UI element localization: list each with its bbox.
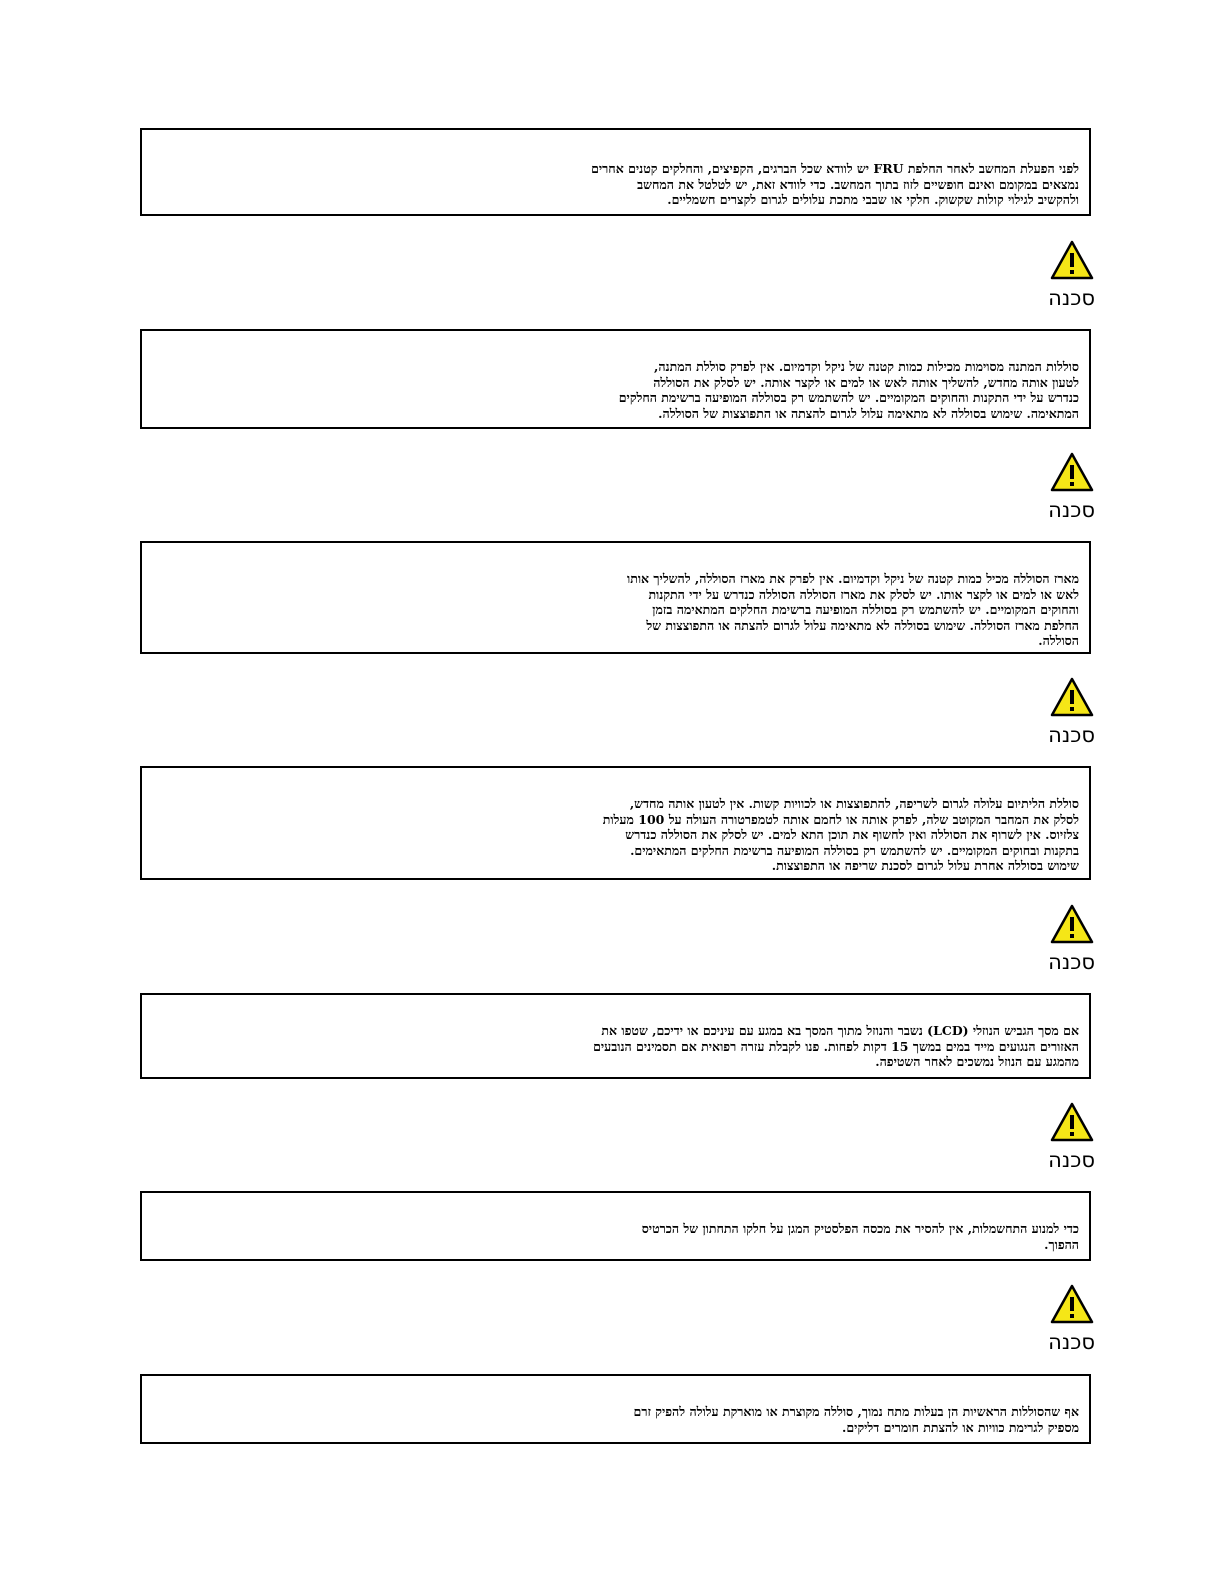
danger-label: סכנה — [1048, 1148, 1095, 1172]
notice-line: לפני הפעלת המחשב לאחר החלפת FRU יש לוודא שכל הברגים, הקפיצים, והחלקים קטנים אחרים — [591, 161, 1079, 176]
warning-triangle-icon — [1050, 1284, 1094, 1324]
notice-line: סוללות המתנה מסוימות מכילות כמות קטנה של ניקל וקדמיום. אין לפרק סוללת המתנה, — [654, 359, 1079, 374]
notice-line: מארז הסוללה מכיל כמות קטנה של ניקל וקדמיום. אין לפרק את מארז הסוללה, להשליך אותו — [627, 571, 1079, 586]
warning-triangle-icon — [1050, 904, 1094, 944]
notice-line: הסוללה. — [1038, 633, 1079, 648]
warning-triangle-icon — [1050, 240, 1094, 280]
notice-text — [634, 1404, 1079, 1435]
danger-label: סכנה — [1048, 723, 1095, 747]
notice-line: נמצאים במקומם ואינם חופשיים לזוז בתוך המחשב. כדי לוודא זאת, יש לטלטל את המחשב — [637, 176, 1079, 192]
danger-label: סכנה — [1048, 950, 1095, 974]
danger-notice-box — [140, 1374, 1091, 1444]
notice-line: מספיק לגרימת כוויות או להצתת חומרים דליקים. — [842, 1419, 1079, 1435]
caution-notice-box — [140, 128, 1091, 216]
notice-text — [627, 571, 1079, 649]
notice-line: כנדרש על ידי התקנות והחוקים המקומיים. יש להשתמש רק בסוללה המופיעה ברשימת החלקים — [618, 390, 1079, 405]
notice-line: והחוקים המקומיים. יש להשתמש רק בסוללה המופיעה ברשימת החלקים המתאימה בזמן — [652, 602, 1079, 617]
danger-heading — [1035, 240, 1095, 310]
notice-line: אם מסך הגביש הנוזלי (LCD) נשבר והנוזל מתוך המסך בא במגע עם עיניכם או ידיכם, שטפו את — [601, 1023, 1079, 1038]
notice-line: צלזיוס. אין לשרוף את הסוללה ואין לחשוף את תוכן התא למים. יש לסלק את הסוללה כנדרש — [625, 827, 1079, 842]
notice-line: אף שהסוללות הראשיות הן בעלות מתח נמוך, סוללה מקוצרת או מוארקת עלולה להפיק זרם — [633, 1404, 1079, 1419]
warning-triangle-icon — [1050, 452, 1094, 492]
warning-triangle-icon — [1050, 677, 1094, 717]
danger-heading — [1035, 452, 1095, 522]
notice-text — [591, 161, 1079, 208]
notice-text — [593, 1023, 1079, 1070]
notice-line: בתקנות ובחוקים המקומיים. יש להשתמש רק בסוללה המופיעה ברשימת החלקים המתאימים. — [630, 842, 1079, 858]
danger-notice-box — [140, 1191, 1091, 1261]
notice-text — [619, 359, 1079, 421]
notice-line: סוללת הליתיום עלולה לגרום לשריפה, להתפוצצות או לכוויות קשות. אין לטעון אותה מחדש, — [629, 796, 1079, 811]
notice-line: המתאימה. שימוש בסוללה לא מתאימה עלול לגרום להצתה או התפוצצות של הסוללה. — [658, 405, 1079, 421]
danger-heading — [1035, 1102, 1095, 1172]
danger-heading — [1035, 904, 1095, 974]
danger-label: סכנה — [1048, 498, 1095, 522]
notice-line: האזורים הנגועים מייד במים במשך 15 דקות לפחות. פנו לקבלת עזרה רפואית אם תסמינים הנובעים — [593, 1038, 1079, 1054]
danger-notice-box — [140, 766, 1091, 880]
notice-line: לטעון אותה מחדש, להשליך אותה לאש או למים או לקצר אותה. יש לסלק את הסוללה — [653, 374, 1079, 390]
notice-line: מהמגע עם הנוזל נמשכים לאחר השטיפה. — [875, 1054, 1079, 1069]
notice-line: לאש או למים או לקצר אותו. יש לסלק את מארז הסוללה הסוללה כנדרש על ידי התקנות — [648, 586, 1079, 602]
notice-line: ולהקשיב לגילוי קולות שקשוק. חלקי או שבבי מתכת עלולים לגרום לקצרים חשמליים. — [667, 192, 1079, 207]
danger-notice-box — [140, 993, 1091, 1079]
danger-notice-box — [140, 329, 1091, 429]
danger-notice-box — [140, 541, 1091, 654]
danger-label: סכנה — [1048, 1330, 1095, 1354]
notice-line: ההפוך. — [1044, 1236, 1079, 1252]
notice-line: החלפת מארז הסוללה. שימוש בסוללה לא מתאימה עלול לגרום להצתה או התפוצצות של — [646, 617, 1079, 633]
danger-label: סכנה — [1048, 286, 1095, 310]
warning-triangle-icon — [1050, 1102, 1094, 1142]
notice-text — [603, 796, 1079, 874]
notice-line: כדי למנוע התחשמלות, אין להסיר את מכסה הפלסטיק המגן על חלקו התחתון של הכרטיס — [641, 1221, 1079, 1236]
notice-line: שימוש בסוללה אחרת עלול לגרום לסכנת שריפה או התפוצצות. — [771, 858, 1079, 873]
notice-text — [642, 1221, 1079, 1252]
notice-line: לסלק את המחבר המקוטב שלה, לפרק אותה או לחמם אותה לטמפרטורה העולה על 100 מעלות — [602, 811, 1079, 827]
danger-heading — [1035, 1284, 1095, 1354]
danger-heading — [1035, 677, 1095, 747]
